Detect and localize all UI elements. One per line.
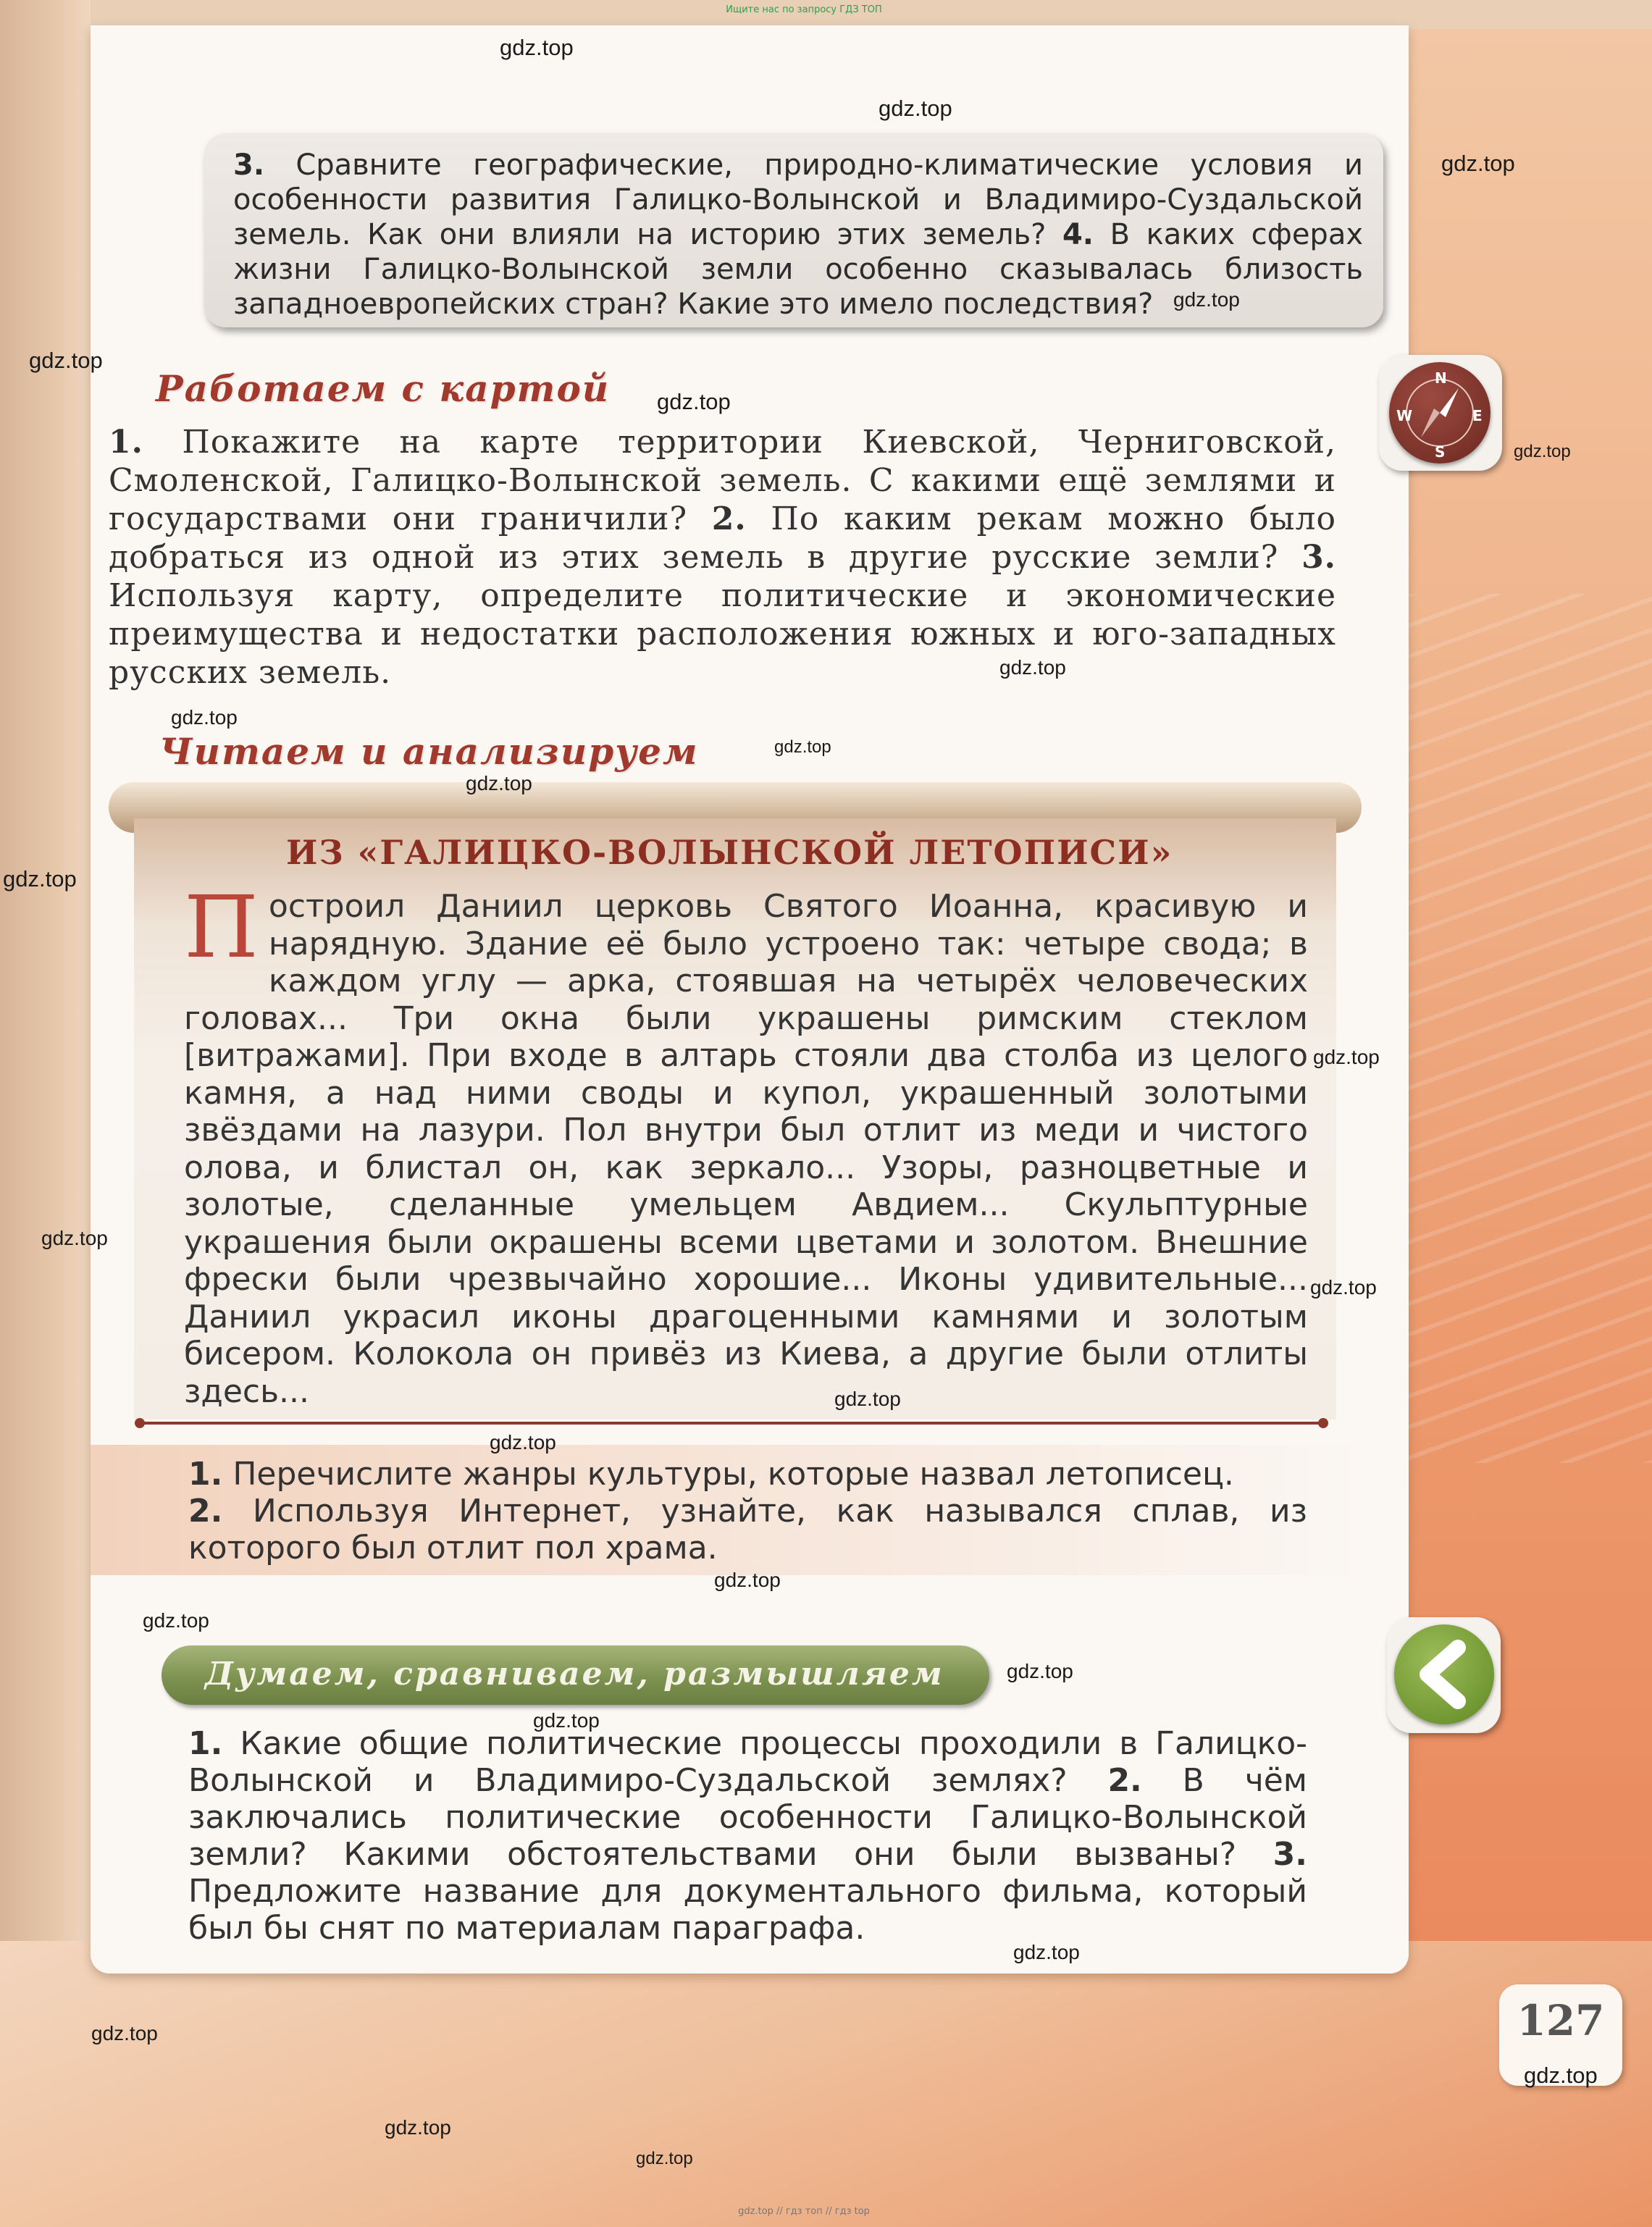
compass-north: N xyxy=(1435,369,1447,387)
left-margin xyxy=(0,0,91,2227)
watermark: gdz.top xyxy=(385,2116,451,2139)
question-num: 4. xyxy=(1062,218,1094,251)
watermark: gdz.top xyxy=(999,656,1066,679)
watermark: gdz.top xyxy=(1441,151,1515,176)
compass-east: E xyxy=(1472,407,1483,424)
compass-icon[interactable] xyxy=(1379,355,1502,471)
scroll-title: ИЗ «ГАЛИЦКО-ВОЛЫНСКОЙ ЛЕТОПИСИ» xyxy=(286,833,1173,872)
watermark: gdz.top xyxy=(490,1431,556,1454)
divider-dot xyxy=(135,1418,145,1428)
watermark: gdz.top xyxy=(1310,1276,1377,1299)
read-section-heading: Читаем и анализируем xyxy=(159,730,699,773)
watermark: gdz.top xyxy=(91,2022,158,2044)
think-section-text: 1. Какие общие политические процессы проходили в Галицко-Волынской и Владимиро-Суздальской землях? 2. В чём заключались политические особенности Галицко-Волынской земли? Какими обстоятельствами они были вызваны? 3. Предложите название для документального фильма, который был бы снят по материалам параграфа. xyxy=(188,1725,1307,1947)
watermark: gdz.top xyxy=(1514,442,1571,461)
watermark: gdz.top xyxy=(879,96,952,121)
footer-link[interactable]: gdz.top // гдз топ // гдз top xyxy=(738,2206,870,2217)
watermark: gdz.top xyxy=(636,2149,693,2168)
watermark: gdz.top xyxy=(1013,1941,1080,1963)
watermark: gdz.top xyxy=(3,866,77,892)
map-section-heading: Работаем с картой xyxy=(156,367,611,410)
watermark: gdz.top xyxy=(714,1569,781,1591)
question-num: 3. xyxy=(233,148,265,182)
watermark: gdz.top xyxy=(1007,1660,1073,1682)
watermark: gdz.top xyxy=(1524,2063,1598,2088)
read-tasks: 1. Перечислите жанры культуры, которые назвал летописец. 2. Используя Интернет, узнайте, как назывался сплав, из которого был отлит пол храма. xyxy=(188,1456,1307,1567)
watermark: gdz.top xyxy=(466,772,532,794)
watermark: gdz.top xyxy=(834,1388,901,1410)
watermark: gdz.top xyxy=(657,389,731,414)
bottom-decoration xyxy=(0,1941,1652,2227)
watermark: gdz.top xyxy=(500,35,574,60)
chronicle-text xyxy=(184,877,1308,1410)
watermark: gdz.top xyxy=(1173,288,1240,311)
think-section-heading: Думаем, сравниваем, размышляем xyxy=(205,1656,944,1693)
back-button[interactable] xyxy=(1387,1617,1501,1733)
watermark: gdz.top xyxy=(1313,1046,1380,1068)
watermark: gdz.top xyxy=(41,1227,108,1249)
header-search-link[interactable]: Ищите нас по запросу ГДЗ ТОП xyxy=(726,4,882,15)
map-section-text: 1. Покажите на карте территории Киевской, Черниговской, Смоленской, Галицко-Волынской земель. С какими ещё землями и государствами они граничили? 2. По каким рекам можно было добраться из одной из этих земель в другие русские земли? 3. Используя карту, определите политические и экономические преимущества и недостатки расположения южных и юго-западных русских земель. xyxy=(109,424,1336,691)
watermark: gdz.top xyxy=(171,706,238,729)
question-text: Сравните географические, природно-климатические условия и особенности развития Галицко-Волынской и Владимиро-Суздальской земель. Как они влияли на историю этих земель? xyxy=(233,148,1364,251)
page-number: 127 xyxy=(1517,1996,1605,2045)
watermark: gdz.top xyxy=(533,1709,600,1732)
dropcap: П xyxy=(184,877,259,977)
think-section-banner xyxy=(162,1645,989,1705)
question-text: В каких сферах жизни Галицко-Волынской земли особенно сказывалась близость западноевропейских стран? Какие это имело последствия? xyxy=(233,218,1364,321)
watermark: gdz.top xyxy=(774,737,831,757)
watermark: gdz.top xyxy=(29,348,103,373)
watermark: gdz.top xyxy=(143,1609,209,1632)
compass-west: W xyxy=(1396,407,1413,424)
divider-dot xyxy=(1318,1418,1328,1428)
back-arrow-icon xyxy=(1394,1624,1494,1724)
chronicle-body: остроил Даниил церковь Святого Иоанна, красивую и нарядную. Здание её было устроено так: четыре свода; в каждом углу — арка, стоявшая на четырёх человеческих головах... Три окна были украшены римским стеклом [витражами]. При входе в алтарь стояли два столба из целого камня, а над ними своды и купол, украшенный золотыми звёздами на лазури. Пол внутри был отлит из меди и чистого олова, и блистал он, как зеркало... Узоры, разноцветные и золотые, сделанные умельцем Авдием... Скульптурные украшения были окрашены всеми цветами и золотом. Внешние фрески были чрезвычайно хорошие... Иконы удивительные... Даниил украсил иконы драгоценными камнями и золотым бисером. Колокола он привёз из Киева, а другие были отлиты здесь... xyxy=(184,888,1308,1410)
compass-south: S xyxy=(1435,443,1446,461)
divider-line xyxy=(139,1422,1327,1425)
